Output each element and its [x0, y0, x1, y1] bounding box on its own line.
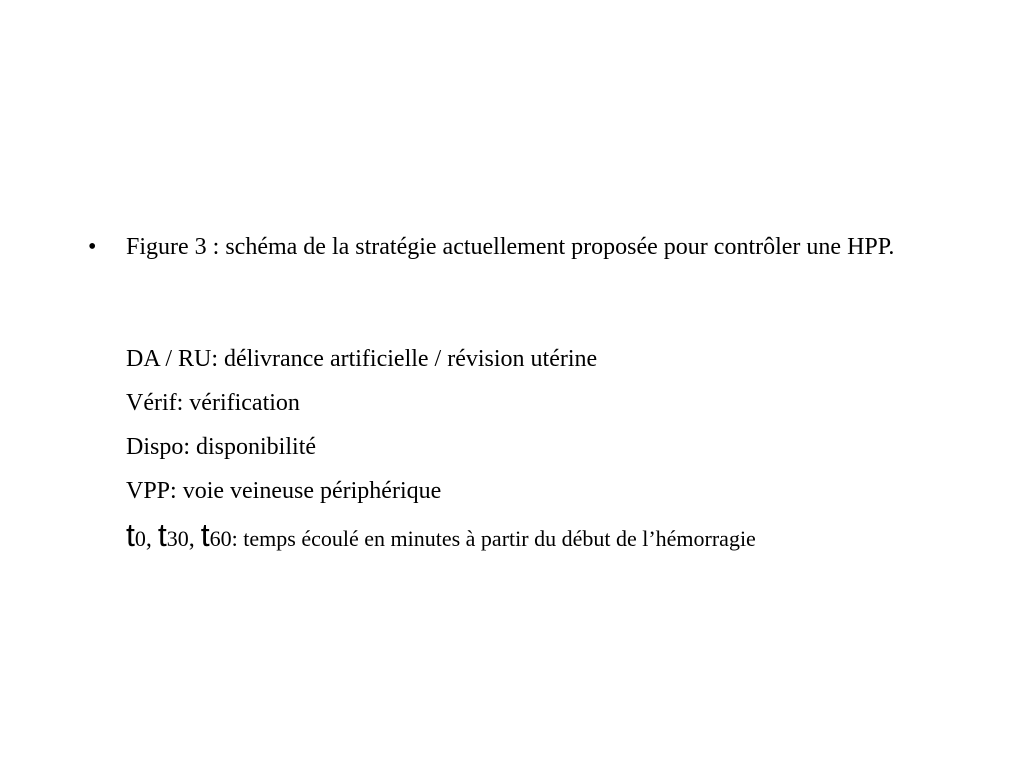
legend-line-verif: Vérif: vérification — [126, 390, 300, 416]
t30-value: 30 — [166, 526, 189, 551]
figure-caption-block — [88, 230, 968, 264]
bullet-item — [88, 230, 968, 264]
separator-1: , — [145, 526, 152, 552]
separator-2: , — [188, 526, 195, 552]
figure-caption: Figure 3 : schéma de la stratégie actuellement proposée pour contrôler une HPP. — [126, 234, 895, 260]
bullet-icon: • — [88, 234, 97, 260]
t60-value: 60 — [209, 526, 232, 551]
t0-letter: t — [126, 517, 135, 553]
legend-line-da-ru: DA / RU: délivrance artificielle / révision utérine — [126, 346, 598, 372]
t60-letter: t — [200, 517, 210, 553]
legend-line-dispo: Dispo: disponibilité — [126, 434, 317, 460]
t0-value: 0 — [134, 526, 146, 551]
time-description: : temps écoulé en minutes à partir du début de l’hémorragie — [231, 526, 756, 551]
t30-letter: t — [157, 517, 167, 553]
abbreviation-legend — [126, 345, 1006, 565]
legend-line-vpp: VPP: voie veineuse périphérique — [126, 478, 442, 504]
legend-line-time — [126, 517, 1006, 553]
